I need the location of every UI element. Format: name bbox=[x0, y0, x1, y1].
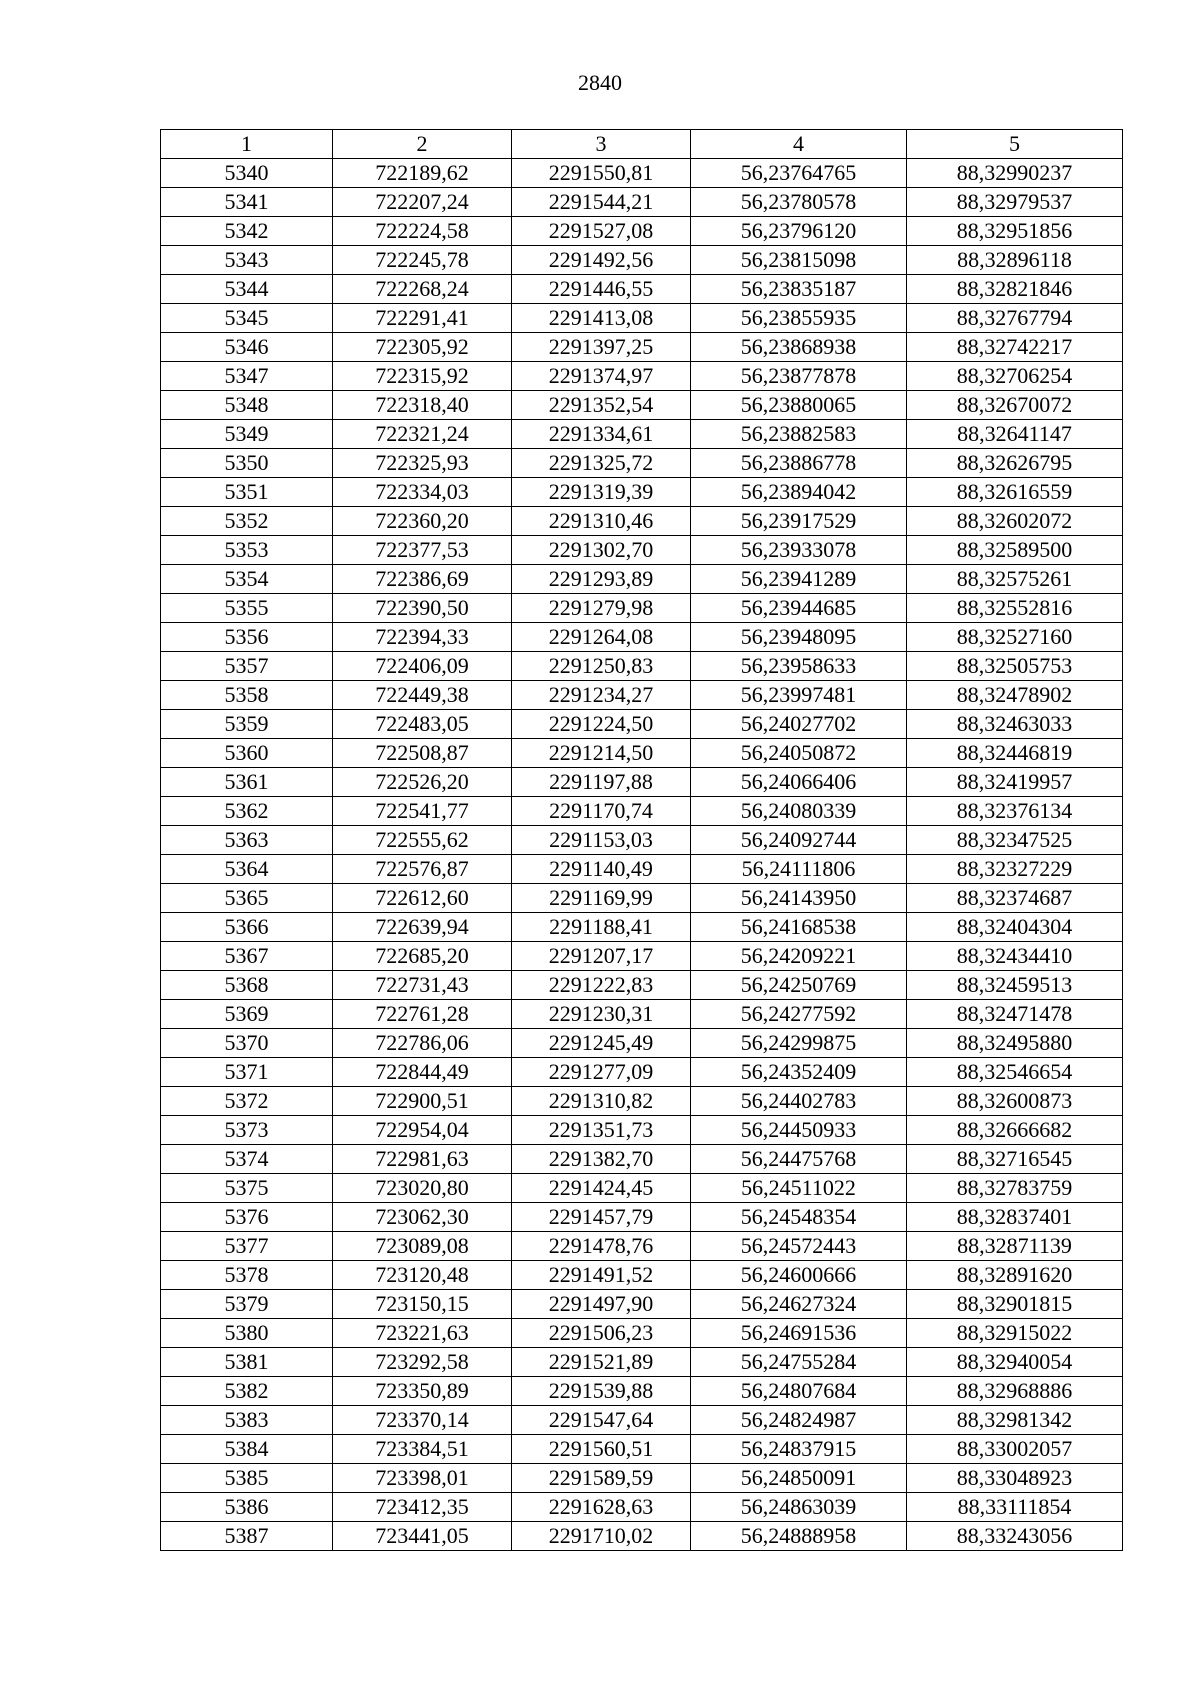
table-cell: 88,32600873 bbox=[907, 1087, 1123, 1116]
table-cell: 56,23941289 bbox=[691, 565, 907, 594]
table-cell: 2291234,27 bbox=[512, 681, 691, 710]
table-cell: 56,23855935 bbox=[691, 304, 907, 333]
table-cell: 2291492,56 bbox=[512, 246, 691, 275]
table-row bbox=[161, 768, 1123, 797]
table-row bbox=[161, 942, 1123, 971]
table-cell: 56,24250769 bbox=[691, 971, 907, 1000]
table-cell: 723120,48 bbox=[333, 1261, 512, 1290]
table-row bbox=[161, 565, 1123, 594]
table-cell: 56,23917529 bbox=[691, 507, 907, 536]
table-cell: 2291310,82 bbox=[512, 1087, 691, 1116]
table-cell: 88,32990237 bbox=[907, 159, 1123, 188]
table-row bbox=[161, 1493, 1123, 1522]
table-cell: 722406,09 bbox=[333, 652, 512, 681]
table-cell: 723441,05 bbox=[333, 1522, 512, 1551]
table-cell: 88,32546654 bbox=[907, 1058, 1123, 1087]
table-cell: 88,32552816 bbox=[907, 594, 1123, 623]
table-cell: 88,33048923 bbox=[907, 1464, 1123, 1493]
table-cell: 5361 bbox=[161, 768, 333, 797]
table-cell: 2291325,72 bbox=[512, 449, 691, 478]
table-cell: 5385 bbox=[161, 1464, 333, 1493]
table-row bbox=[161, 884, 1123, 913]
table-cell: 5378 bbox=[161, 1261, 333, 1290]
table-cell: 2291352,54 bbox=[512, 391, 691, 420]
table-cell: 56,23933078 bbox=[691, 536, 907, 565]
table-cell: 2291207,17 bbox=[512, 942, 691, 971]
table-cell: 723370,14 bbox=[333, 1406, 512, 1435]
table-cell: 722576,87 bbox=[333, 855, 512, 884]
table-cell: 2291424,45 bbox=[512, 1174, 691, 1203]
table-cell: 722483,05 bbox=[333, 710, 512, 739]
table-cell: 88,32589500 bbox=[907, 536, 1123, 565]
table-cell: 56,23997481 bbox=[691, 681, 907, 710]
table-cell: 88,33002057 bbox=[907, 1435, 1123, 1464]
table-row bbox=[161, 449, 1123, 478]
table-cell: 723020,80 bbox=[333, 1174, 512, 1203]
table-row bbox=[161, 275, 1123, 304]
column-header: 2 bbox=[333, 130, 512, 159]
table-cell: 722761,28 bbox=[333, 1000, 512, 1029]
table-row bbox=[161, 739, 1123, 768]
table-cell: 88,32666682 bbox=[907, 1116, 1123, 1145]
table-cell: 5363 bbox=[161, 826, 333, 855]
table-cell: 5346 bbox=[161, 333, 333, 362]
table-cell: 722541,77 bbox=[333, 797, 512, 826]
table-cell: 2291302,70 bbox=[512, 536, 691, 565]
table-row bbox=[161, 652, 1123, 681]
table-row bbox=[161, 217, 1123, 246]
table-cell: 5369 bbox=[161, 1000, 333, 1029]
table-cell: 88,32641147 bbox=[907, 420, 1123, 449]
table-cell: 88,32527160 bbox=[907, 623, 1123, 652]
table-cell: 56,24755284 bbox=[691, 1348, 907, 1377]
table-cell: 722325,93 bbox=[333, 449, 512, 478]
table-row bbox=[161, 1435, 1123, 1464]
column-header: 4 bbox=[691, 130, 907, 159]
table-cell: 56,23877878 bbox=[691, 362, 907, 391]
table-row bbox=[161, 1029, 1123, 1058]
table-cell: 722612,60 bbox=[333, 884, 512, 913]
table-cell: 2291382,70 bbox=[512, 1145, 691, 1174]
table-cell: 2291497,90 bbox=[512, 1290, 691, 1319]
table-cell: 2291264,08 bbox=[512, 623, 691, 652]
table-row bbox=[161, 913, 1123, 942]
table-row bbox=[161, 1232, 1123, 1261]
table-cell: 88,32495880 bbox=[907, 1029, 1123, 1058]
table-cell: 2291153,03 bbox=[512, 826, 691, 855]
table-cell: 723384,51 bbox=[333, 1435, 512, 1464]
table-cell: 5372 bbox=[161, 1087, 333, 1116]
table-row bbox=[161, 710, 1123, 739]
table-cell: 88,32896118 bbox=[907, 246, 1123, 275]
table-row bbox=[161, 1522, 1123, 1551]
table-cell: 2291457,79 bbox=[512, 1203, 691, 1232]
table-cell: 2291310,46 bbox=[512, 507, 691, 536]
table-cell: 722245,78 bbox=[333, 246, 512, 275]
table-row bbox=[161, 1145, 1123, 1174]
table-cell: 722449,38 bbox=[333, 681, 512, 710]
table-cell: 5355 bbox=[161, 594, 333, 623]
table-cell: 5386 bbox=[161, 1493, 333, 1522]
table-cell: 2291446,55 bbox=[512, 275, 691, 304]
table-cell: 88,32459513 bbox=[907, 971, 1123, 1000]
table-cell: 88,32891620 bbox=[907, 1261, 1123, 1290]
table-cell: 56,24299875 bbox=[691, 1029, 907, 1058]
table-cell: 5356 bbox=[161, 623, 333, 652]
table-cell: 2291628,63 bbox=[512, 1493, 691, 1522]
table-cell: 5379 bbox=[161, 1290, 333, 1319]
table-row bbox=[161, 1290, 1123, 1319]
table-cell: 56,24111806 bbox=[691, 855, 907, 884]
table-row bbox=[161, 1058, 1123, 1087]
table-cell: 2291506,23 bbox=[512, 1319, 691, 1348]
table-cell: 722639,94 bbox=[333, 913, 512, 942]
table-cell: 722224,58 bbox=[333, 217, 512, 246]
table-cell: 56,23815098 bbox=[691, 246, 907, 275]
table-cell: 5352 bbox=[161, 507, 333, 536]
table-cell: 2291397,25 bbox=[512, 333, 691, 362]
table-cell: 722315,92 bbox=[333, 362, 512, 391]
table-cell: 722360,20 bbox=[333, 507, 512, 536]
table-cell: 5377 bbox=[161, 1232, 333, 1261]
table-row bbox=[161, 1174, 1123, 1203]
table-cell: 56,23780578 bbox=[691, 188, 907, 217]
table-cell: 723412,35 bbox=[333, 1493, 512, 1522]
table-cell: 2291245,49 bbox=[512, 1029, 691, 1058]
table-cell: 56,23764765 bbox=[691, 159, 907, 188]
table-cell: 722377,53 bbox=[333, 536, 512, 565]
table-cell: 5344 bbox=[161, 275, 333, 304]
table-row bbox=[161, 623, 1123, 652]
table-cell: 88,32575261 bbox=[907, 565, 1123, 594]
table-cell: 56,23880065 bbox=[691, 391, 907, 420]
table-cell: 722321,24 bbox=[333, 420, 512, 449]
table-cell: 722555,62 bbox=[333, 826, 512, 855]
table-cell: 56,24475768 bbox=[691, 1145, 907, 1174]
table-cell: 56,24824987 bbox=[691, 1406, 907, 1435]
table-cell: 722394,33 bbox=[333, 623, 512, 652]
table-cell: 723350,89 bbox=[333, 1377, 512, 1406]
table-cell: 2291547,64 bbox=[512, 1406, 691, 1435]
table-cell: 723150,15 bbox=[333, 1290, 512, 1319]
table-cell: 723062,30 bbox=[333, 1203, 512, 1232]
table-cell: 56,24066406 bbox=[691, 768, 907, 797]
table-cell: 2291319,39 bbox=[512, 478, 691, 507]
table-row bbox=[161, 391, 1123, 420]
table-cell: 5381 bbox=[161, 1348, 333, 1377]
table-row bbox=[161, 333, 1123, 362]
column-header: 5 bbox=[907, 130, 1123, 159]
table-cell: 56,24080339 bbox=[691, 797, 907, 826]
table-cell: 88,32463033 bbox=[907, 710, 1123, 739]
table-cell: 2291374,97 bbox=[512, 362, 691, 391]
table-cell: 2291250,83 bbox=[512, 652, 691, 681]
page-number: 2840 bbox=[578, 70, 622, 95]
table-cell: 722268,24 bbox=[333, 275, 512, 304]
table-cell: 2291224,50 bbox=[512, 710, 691, 739]
table-cell: 5340 bbox=[161, 159, 333, 188]
table-cell: 2291478,76 bbox=[512, 1232, 691, 1261]
table-row bbox=[161, 1116, 1123, 1145]
table-cell: 56,24807684 bbox=[691, 1377, 907, 1406]
table-cell: 722954,04 bbox=[333, 1116, 512, 1145]
table-cell: 88,32871139 bbox=[907, 1232, 1123, 1261]
table-cell: 5383 bbox=[161, 1406, 333, 1435]
table-cell: 2291550,81 bbox=[512, 159, 691, 188]
table-row bbox=[161, 1261, 1123, 1290]
table-cell: 722508,87 bbox=[333, 739, 512, 768]
table-cell: 88,32327229 bbox=[907, 855, 1123, 884]
table-cell: 56,24352409 bbox=[691, 1058, 907, 1087]
table-cell: 5370 bbox=[161, 1029, 333, 1058]
table-cell: 5364 bbox=[161, 855, 333, 884]
table-row bbox=[161, 507, 1123, 536]
table-cell: 2291351,73 bbox=[512, 1116, 691, 1145]
table-cell: 5348 bbox=[161, 391, 333, 420]
table-cell: 722685,20 bbox=[333, 942, 512, 971]
table-cell: 2291544,21 bbox=[512, 188, 691, 217]
table-cell: 5351 bbox=[161, 478, 333, 507]
table-cell: 88,32915022 bbox=[907, 1319, 1123, 1348]
table-cell: 2291413,08 bbox=[512, 304, 691, 333]
table-cell: 5362 bbox=[161, 797, 333, 826]
table-cell: 56,24277592 bbox=[691, 1000, 907, 1029]
table-cell: 722318,40 bbox=[333, 391, 512, 420]
table-cell: 5384 bbox=[161, 1435, 333, 1464]
table-row bbox=[161, 1319, 1123, 1348]
table-cell: 56,24402783 bbox=[691, 1087, 907, 1116]
table-row bbox=[161, 1377, 1123, 1406]
table-cell: 2291539,88 bbox=[512, 1377, 691, 1406]
table-cell: 722900,51 bbox=[333, 1087, 512, 1116]
table-cell: 56,23882583 bbox=[691, 420, 907, 449]
table-cell: 56,24027702 bbox=[691, 710, 907, 739]
table-cell: 56,23796120 bbox=[691, 217, 907, 246]
table-cell: 88,32347525 bbox=[907, 826, 1123, 855]
table-cell: 2291230,31 bbox=[512, 1000, 691, 1029]
table-cell: 722731,43 bbox=[333, 971, 512, 1000]
table-cell: 5387 bbox=[161, 1522, 333, 1551]
table-cell: 5349 bbox=[161, 420, 333, 449]
table-cell: 56,24837915 bbox=[691, 1435, 907, 1464]
table-row bbox=[161, 1464, 1123, 1493]
table-row bbox=[161, 826, 1123, 855]
table-cell: 5366 bbox=[161, 913, 333, 942]
table-cell: 88,32376134 bbox=[907, 797, 1123, 826]
table-cell: 88,32602072 bbox=[907, 507, 1123, 536]
table-cell: 5376 bbox=[161, 1203, 333, 1232]
table-cell: 88,32478902 bbox=[907, 681, 1123, 710]
table-cell: 5368 bbox=[161, 971, 333, 1000]
table-cell: 2291491,52 bbox=[512, 1261, 691, 1290]
table-cell: 56,24548354 bbox=[691, 1203, 907, 1232]
table-cell: 722786,06 bbox=[333, 1029, 512, 1058]
table-cell: 56,24511022 bbox=[691, 1174, 907, 1203]
table-cell: 88,32505753 bbox=[907, 652, 1123, 681]
table-cell: 56,24209221 bbox=[691, 942, 907, 971]
coordinates-table bbox=[160, 129, 1123, 1551]
table-cell: 723398,01 bbox=[333, 1464, 512, 1493]
table-cell: 88,32706254 bbox=[907, 362, 1123, 391]
table-cell: 5357 bbox=[161, 652, 333, 681]
table-cell: 5350 bbox=[161, 449, 333, 478]
table-cell: 88,32767794 bbox=[907, 304, 1123, 333]
table-cell: 2291214,50 bbox=[512, 739, 691, 768]
table-row bbox=[161, 797, 1123, 826]
table-cell: 2291334,61 bbox=[512, 420, 691, 449]
table-cell: 5371 bbox=[161, 1058, 333, 1087]
table-cell: 88,32446819 bbox=[907, 739, 1123, 768]
table-cell: 88,33243056 bbox=[907, 1522, 1123, 1551]
table-cell: 2291140,49 bbox=[512, 855, 691, 884]
table-cell: 56,23958633 bbox=[691, 652, 907, 681]
table-cell: 2291222,83 bbox=[512, 971, 691, 1000]
table-cell: 88,32471478 bbox=[907, 1000, 1123, 1029]
table-cell: 2291710,02 bbox=[512, 1522, 691, 1551]
table-row bbox=[161, 681, 1123, 710]
table-row bbox=[161, 1348, 1123, 1377]
table-cell: 722334,03 bbox=[333, 478, 512, 507]
table-cell: 56,24050872 bbox=[691, 739, 907, 768]
table-cell: 5354 bbox=[161, 565, 333, 594]
table-cell: 88,32979537 bbox=[907, 188, 1123, 217]
table-cell: 88,32837401 bbox=[907, 1203, 1123, 1232]
table-cell: 5365 bbox=[161, 884, 333, 913]
table-cell: 56,24888958 bbox=[691, 1522, 907, 1551]
table-row bbox=[161, 594, 1123, 623]
table-cell: 56,24092744 bbox=[691, 826, 907, 855]
table-cell: 5380 bbox=[161, 1319, 333, 1348]
table-cell: 88,32716545 bbox=[907, 1145, 1123, 1174]
table-cell: 2291293,89 bbox=[512, 565, 691, 594]
table-cell: 5353 bbox=[161, 536, 333, 565]
table-cell: 56,24850091 bbox=[691, 1464, 907, 1493]
table-row bbox=[161, 1000, 1123, 1029]
table-cell: 2291277,09 bbox=[512, 1058, 691, 1087]
table-row bbox=[161, 188, 1123, 217]
table-cell: 723221,63 bbox=[333, 1319, 512, 1348]
table-cell: 88,32968886 bbox=[907, 1377, 1123, 1406]
table-row bbox=[161, 159, 1123, 188]
table-cell: 56,24600666 bbox=[691, 1261, 907, 1290]
table-cell: 88,32670072 bbox=[907, 391, 1123, 420]
table-cell: 88,32616559 bbox=[907, 478, 1123, 507]
table-cell: 56,24572443 bbox=[691, 1232, 907, 1261]
table-cell: 722305,92 bbox=[333, 333, 512, 362]
table-cell: 722526,20 bbox=[333, 768, 512, 797]
table-cell: 2291170,74 bbox=[512, 797, 691, 826]
table-cell: 2291197,88 bbox=[512, 768, 691, 797]
table-cell: 56,23886778 bbox=[691, 449, 907, 478]
table-cell: 88,32940054 bbox=[907, 1348, 1123, 1377]
table-cell: 5373 bbox=[161, 1116, 333, 1145]
table-cell: 722981,63 bbox=[333, 1145, 512, 1174]
table-cell: 88,32404304 bbox=[907, 913, 1123, 942]
table-row bbox=[161, 855, 1123, 884]
table-cell: 88,32742217 bbox=[907, 333, 1123, 362]
table-cell: 5367 bbox=[161, 942, 333, 971]
table-cell: 5341 bbox=[161, 188, 333, 217]
table-cell: 88,32901815 bbox=[907, 1290, 1123, 1319]
table-body bbox=[161, 159, 1123, 1551]
table-cell: 56,23944685 bbox=[691, 594, 907, 623]
table-cell: 722390,50 bbox=[333, 594, 512, 623]
table-cell: 88,32981342 bbox=[907, 1406, 1123, 1435]
table-cell: 2291521,89 bbox=[512, 1348, 691, 1377]
table-cell: 2291188,41 bbox=[512, 913, 691, 942]
table-cell: 722844,49 bbox=[333, 1058, 512, 1087]
table-cell: 56,24168538 bbox=[691, 913, 907, 942]
table-cell: 5374 bbox=[161, 1145, 333, 1174]
table-cell: 56,23835187 bbox=[691, 275, 907, 304]
table-cell: 722207,24 bbox=[333, 188, 512, 217]
table-row bbox=[161, 1406, 1123, 1435]
table-cell: 88,32951856 bbox=[907, 217, 1123, 246]
table-cell: 723089,08 bbox=[333, 1232, 512, 1261]
table-cell: 2291279,98 bbox=[512, 594, 691, 623]
table-cell: 723292,58 bbox=[333, 1348, 512, 1377]
table-cell: 56,23948095 bbox=[691, 623, 907, 652]
table-cell: 88,32434410 bbox=[907, 942, 1123, 971]
table-header-row bbox=[161, 130, 1123, 159]
table-cell: 5347 bbox=[161, 362, 333, 391]
table-row bbox=[161, 1203, 1123, 1232]
table-cell: 5360 bbox=[161, 739, 333, 768]
table-cell: 88,32783759 bbox=[907, 1174, 1123, 1203]
table-cell: 88,32821846 bbox=[907, 275, 1123, 304]
table-row bbox=[161, 304, 1123, 333]
table-cell: 2291560,51 bbox=[512, 1435, 691, 1464]
table-cell: 2291589,59 bbox=[512, 1464, 691, 1493]
table-row bbox=[161, 971, 1123, 1000]
column-header: 3 bbox=[512, 130, 691, 159]
table-row bbox=[161, 420, 1123, 449]
column-header: 1 bbox=[161, 130, 333, 159]
table-cell: 2291169,99 bbox=[512, 884, 691, 913]
table-cell: 88,32626795 bbox=[907, 449, 1123, 478]
table-cell: 56,24691536 bbox=[691, 1319, 907, 1348]
table-cell: 5375 bbox=[161, 1174, 333, 1203]
table-cell: 5358 bbox=[161, 681, 333, 710]
table-cell: 88,32374687 bbox=[907, 884, 1123, 913]
table-cell: 5342 bbox=[161, 217, 333, 246]
table-cell: 56,23894042 bbox=[691, 478, 907, 507]
table-row bbox=[161, 362, 1123, 391]
table-cell: 5343 bbox=[161, 246, 333, 275]
table-row bbox=[161, 246, 1123, 275]
table-cell: 5359 bbox=[161, 710, 333, 739]
table-cell: 722189,62 bbox=[333, 159, 512, 188]
table-cell: 722291,41 bbox=[333, 304, 512, 333]
table-cell: 56,24143950 bbox=[691, 884, 907, 913]
table-row bbox=[161, 1087, 1123, 1116]
table-cell: 5345 bbox=[161, 304, 333, 333]
table-cell: 2291527,08 bbox=[512, 217, 691, 246]
table-row bbox=[161, 478, 1123, 507]
table-cell: 722386,69 bbox=[333, 565, 512, 594]
table-cell: 56,23868938 bbox=[691, 333, 907, 362]
table-row bbox=[161, 536, 1123, 565]
table-cell: 56,24450933 bbox=[691, 1116, 907, 1145]
table-cell: 88,32419957 bbox=[907, 768, 1123, 797]
table-cell: 56,24627324 bbox=[691, 1290, 907, 1319]
table-cell: 88,33111854 bbox=[907, 1493, 1123, 1522]
table-cell: 56,24863039 bbox=[691, 1493, 907, 1522]
table-cell: 5382 bbox=[161, 1377, 333, 1406]
